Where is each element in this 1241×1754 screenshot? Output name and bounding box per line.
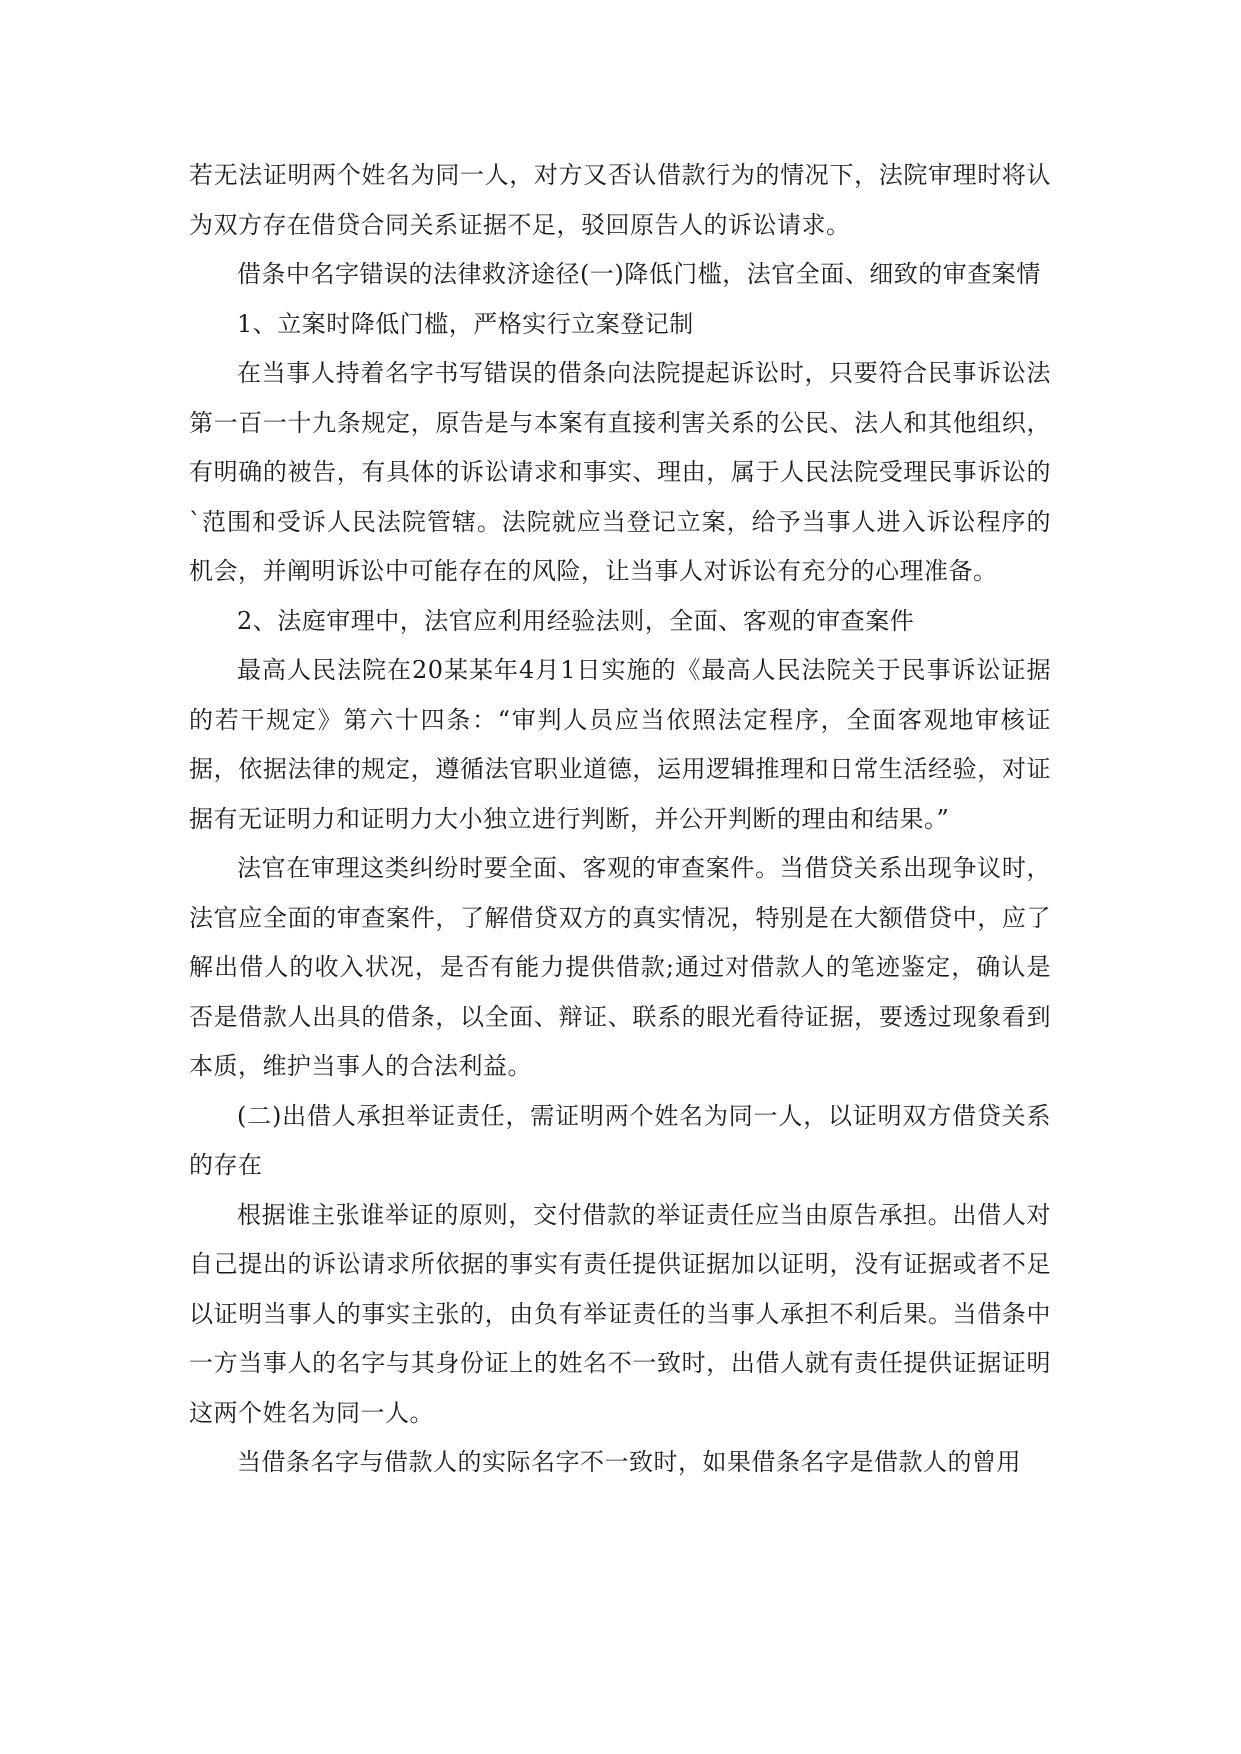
paragraph-1: 若无法证明两个姓名为同一人，对方又否认借款行为的情况下，法院审理时将认为双方存在借贷合同关系证据不足，驳回原告人的诉讼请求。 — [189, 161, 1051, 239]
paragraph-7: 法官在审理这类纠纷时要全面、客观的审查案件。当借贷关系出现争议时，法官应全面的审查案件，了解借贷双方的真实情况，特别是在大额借贷中，应了解出借人的收入状况，是否有能力提供借款;通过对借款人的笔迹鉴定，确认是否是借款人出具的借条，以全面、辩证、联系的眼光看待证据，要透过现象看到本质，维护当事人的合法利益。 — [189, 854, 1051, 1080]
paragraph-2: 借条中名字错误的法律救济途径(一)降低门槛，法官全面、细致的审查案情 — [237, 260, 1041, 288]
paragraph-8: (二)出借人承担举证责任，需证明两个姓名为同一人，以证明双方借贷关系的存在 — [189, 1101, 1051, 1179]
paragraph-5: 2、法庭审理中，法官应利用经验法则，全面、客观的审查案件 — [237, 606, 915, 635]
paragraph-10: 当借条名字与借款人的实际名字不一致时，如果借条名字是借款人的曾用 — [237, 1448, 1021, 1476]
paragraph-4: 在当事人持着名字书写错误的借条向法院提起诉讼时，只要符合民事诉讼法第一百一十九条规定，原告是与本案有直接利害关系的公民、法人和其他组织，有明确的被告，有具体的诉讼请求和事实、理由，属于人民法院受理民事诉讼的`范围和受诉人民法院管辖。法院就应当登记立案，给予当事人进入诉讼程序的机会，并阐明诉讼中可能存在的风险，让当事人对诉讼有充分的心理准备。 — [189, 359, 1051, 585]
paragraph-6: 最高人民法院在20某某年4月1日实施的《最高人民法院关于民事诉讼证据的若干规定》第六十四条：“审判人员应当依照法定程序，全面客观地审核证据，依据法律的规定，遵循法官职业道德，运用逻辑推理和日常生活经验，对证据有无证明力和证明力大小独立进行判断，并公开判断的理由和结果。” — [189, 656, 1051, 833]
paragraph-9: 根据谁主张谁举证的原则，交付借款的举证责任应当由原告承担。出借人对自己提出的诉讼请求所依据的事实有责任提供证据加以证明，没有证据或者不足以证明当事人的事实主张的，由负有举证责任的当事人承担不利后果。当借条中一方当事人的名字与其身份证上的姓名不一致时，出借人就有责任提供证据证明这两个姓名为同一人。 — [189, 1200, 1051, 1427]
document-body — [189, 151, 1051, 1488]
paragraph-3: 1、立案时降低门槛，严格实行立案登记制 — [237, 309, 694, 338]
